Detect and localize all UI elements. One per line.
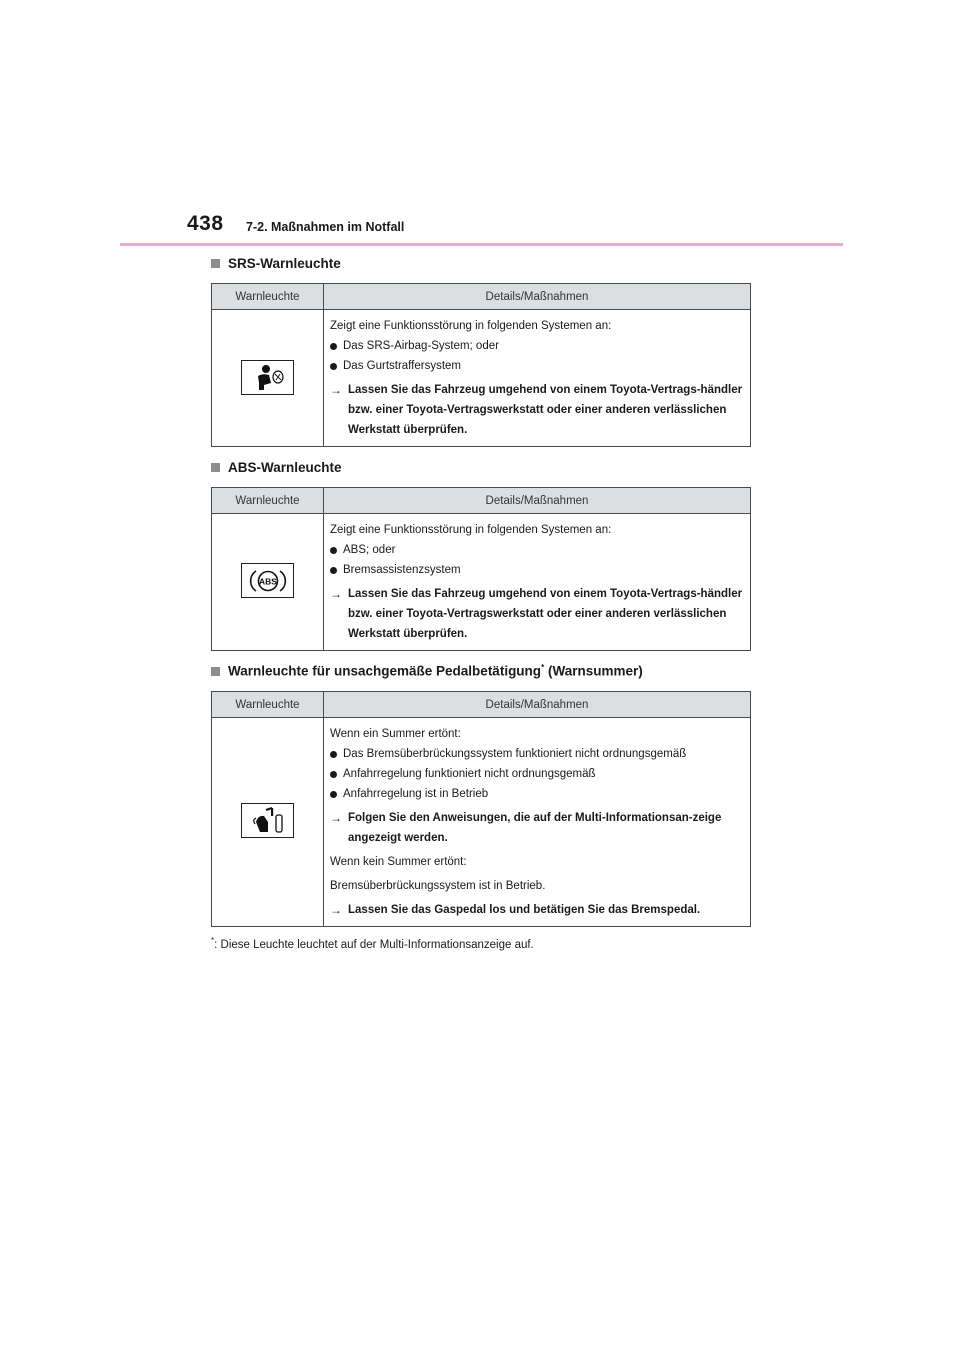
- footnote-text: : Diese Leuchte leuchtet auf der Multi-Informationsanzeige auf.: [214, 938, 534, 951]
- pedal-icon-cell: [212, 718, 324, 927]
- arrow-icon: →: [330, 903, 342, 917]
- pedal-details-cell: [324, 718, 751, 927]
- section-title: 7-2. Maßnahmen im Notfall: [246, 220, 405, 234]
- srs-details-cell: [324, 310, 751, 447]
- srs-airbag-icon: [241, 360, 294, 395]
- abs-details-cell: [324, 514, 751, 651]
- abs-icon-cell: [212, 514, 324, 651]
- page-number: 438: [187, 212, 224, 235]
- srs-action: → Lassen Sie das Fahrzeug umgehend von einem Toyota-Vertrags-händler bzw. einer Toyota-Vertragswerkstatt oder einer anderen verlässlichen Werkstatt überprüfen.: [330, 380, 744, 440]
- arrow-icon: →: [330, 811, 342, 825]
- column-header-details: Details/Maßnahmen: [324, 692, 751, 718]
- srs-intro: Zeigt eine Funktionsstörung in folgenden Systemen an:: [330, 320, 612, 332]
- pedal-warning-icon: [241, 803, 294, 838]
- square-bullet-icon: [211, 463, 220, 472]
- list-item: Das Bremsüberbrückungssystem funktioniert nicht ordnungsgemäß: [330, 744, 744, 764]
- column-header-details: Details/Maßnahmen: [324, 488, 751, 514]
- srs-heading-text: SRS-Warnleuchte: [228, 255, 341, 271]
- footnote-mark: *: [211, 936, 215, 945]
- pedal-intro-1: Wenn ein Summer ertönt:: [330, 728, 461, 740]
- list-item: Das SRS-Airbag-System; oder: [330, 336, 744, 356]
- column-header-details: Details/Maßnahmen: [324, 284, 751, 310]
- footnote: [211, 936, 751, 951]
- pedal-action-2: → Lassen Sie das Gaspedal los und betätigen Sie das Bremspedal.: [330, 900, 744, 920]
- pedal-intro-2: Wenn kein Summer ertönt:: [330, 856, 467, 868]
- column-header-warn: Warnleuchte: [212, 488, 324, 514]
- abs-intro: Zeigt eine Funktionsstörung in folgenden Systemen an:: [330, 524, 612, 536]
- main-content: [211, 252, 751, 951]
- abs-icon-label: ABS: [258, 576, 277, 587]
- list-item: Bremsassistenzsystem: [330, 560, 744, 580]
- header-divider: [120, 243, 843, 246]
- list-item: Anfahrregelung funktioniert nicht ordnungsgemäß: [330, 764, 744, 784]
- list-item: Anfahrregelung ist in Betrieb: [330, 784, 744, 804]
- abs-action: → Lassen Sie das Fahrzeug umgehend von einem Toyota-Vertrags-händler bzw. einer Toyota-Vertragswerkstatt oder einer anderen verlässlichen Werkstatt überprüfen.: [330, 584, 744, 644]
- abs-icon: [241, 563, 294, 598]
- arrow-icon: →: [330, 587, 342, 601]
- abs-heading: [211, 456, 751, 478]
- square-bullet-icon: [211, 667, 220, 676]
- abs-table: [211, 487, 751, 651]
- list-item: ABS; oder: [330, 540, 744, 560]
- pedal-heading-text: Warnleuchte für unsachgemäße Pedalbetätigung* (Warnsummer): [228, 663, 643, 679]
- abs-heading-text: ABS-Warnleuchte: [228, 459, 342, 475]
- list-item: Das Gurtstraffersystem: [330, 356, 744, 376]
- srs-icon-cell: [212, 310, 324, 447]
- column-header-warn: Warnleuchte: [212, 692, 324, 718]
- square-bullet-icon: [211, 259, 220, 268]
- pedal-heading: [211, 660, 751, 682]
- srs-heading: [211, 252, 751, 274]
- arrow-icon: →: [330, 383, 342, 397]
- pedal-status-2: Bremsüberbrückungssystem ist in Betrieb.: [330, 880, 546, 892]
- column-header-warn: Warnleuchte: [212, 284, 324, 310]
- pedal-table: [211, 691, 751, 927]
- srs-table: [211, 283, 751, 447]
- pedal-action-1: → Folgen Sie den Anweisungen, die auf der Multi-Informationsan-zeige angezeigt werden.: [330, 808, 744, 848]
